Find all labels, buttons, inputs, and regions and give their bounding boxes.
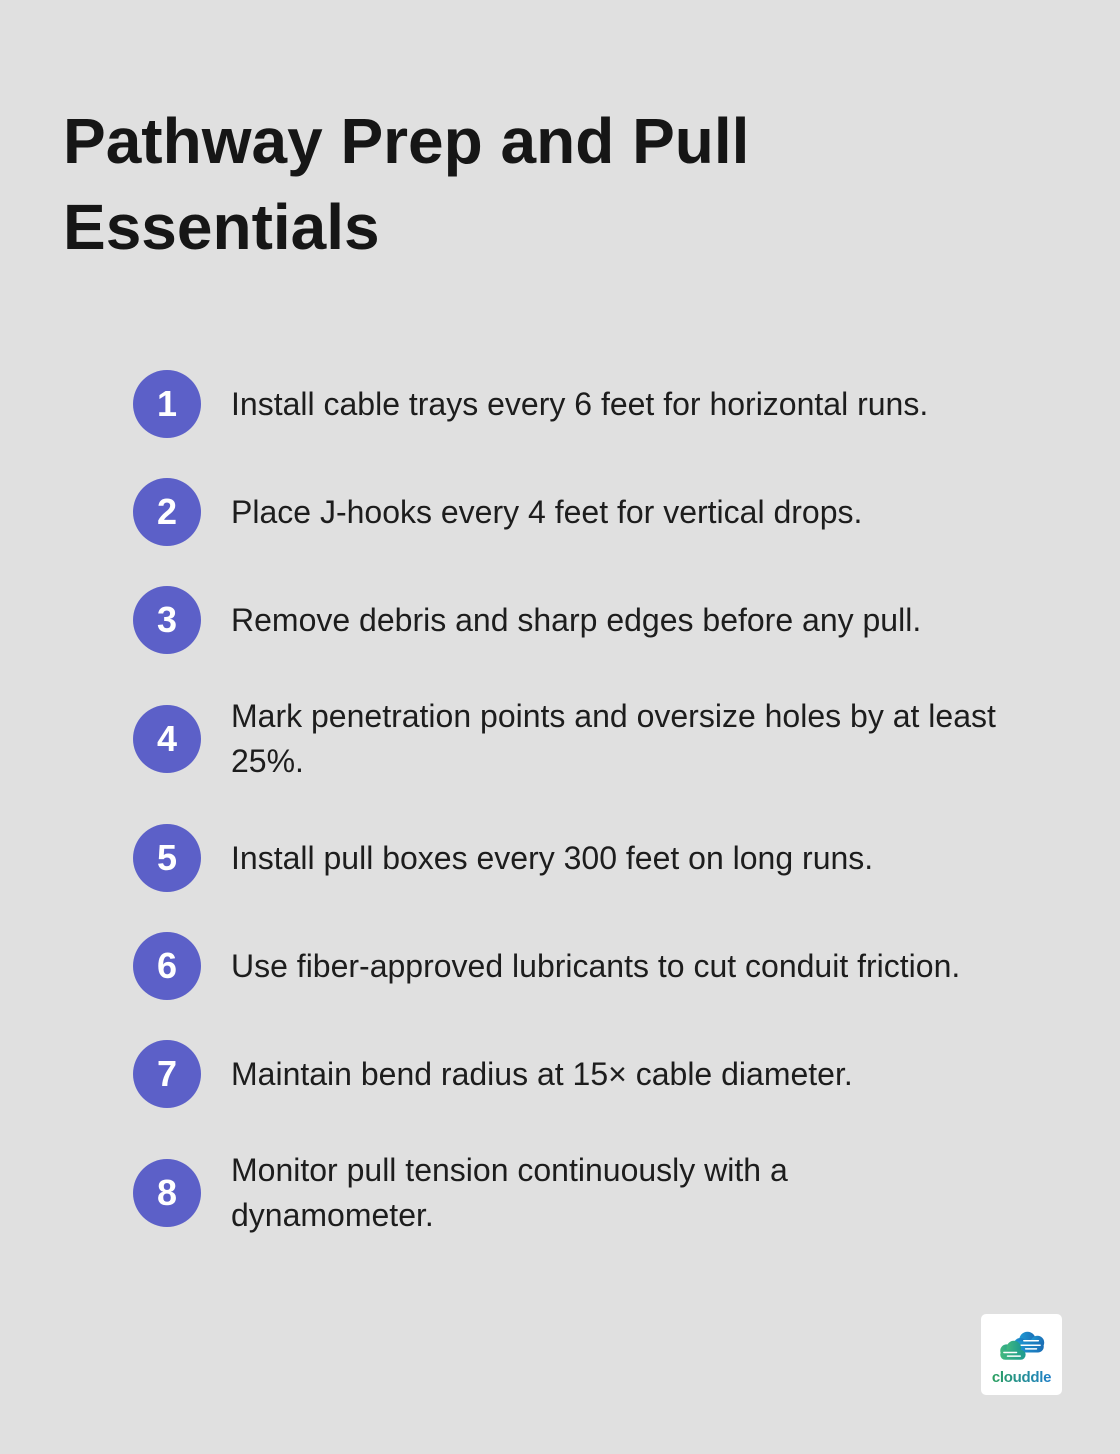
step-number: 5 — [156, 837, 178, 878]
list-item-text: Monitor pull tension continuously with a dynamometer. — [231, 1152, 788, 1233]
clouds-icon — [993, 1328, 1051, 1368]
list-item-text: Mark penetration points and oversize holes by at least 25%. — [231, 698, 996, 779]
step-number: 7 — [156, 1053, 178, 1094]
list-item — [133, 370, 998, 438]
step-number-badge — [133, 478, 201, 546]
list-item-text: Install pull boxes every 300 feet on long runs. — [231, 839, 874, 876]
step-number-badge — [133, 586, 201, 654]
list-item — [133, 586, 998, 654]
step-number-badge — [133, 824, 201, 892]
list-item — [133, 478, 998, 546]
step-number: 6 — [156, 945, 178, 986]
step-number: 3 — [156, 599, 178, 640]
step-number: 4 — [156, 718, 178, 759]
list-item-text: Remove debris and sharp edges before any pull. — [231, 601, 922, 638]
step-number: 1 — [156, 383, 178, 424]
list-item — [133, 932, 998, 1000]
step-number: 8 — [156, 1172, 178, 1213]
page-title: Pathway Prep and Pull Essentials — [63, 105, 750, 263]
list-item — [133, 1148, 998, 1238]
list-item-text: Use fiber-approved lubricants to cut conduit friction. — [231, 947, 961, 984]
list-item — [133, 824, 998, 892]
list-item — [133, 694, 998, 784]
step-number-badge — [133, 1159, 201, 1227]
step-number-badge — [133, 705, 201, 773]
logo-wordmark: clouddle — [991, 1368, 1052, 1386]
list-item-text: Install cable trays every 6 feet for horizontal runs. — [231, 385, 929, 422]
step-number: 2 — [156, 491, 178, 532]
list-item-text: Maintain bend radius at 15× cable diameter. — [231, 1055, 853, 1092]
step-number-badge — [133, 1040, 201, 1108]
list-item — [133, 1040, 998, 1108]
list-item-text: Place J-hooks every 4 feet for vertical drops. — [231, 493, 863, 530]
checklist — [133, 370, 998, 1238]
step-number-badge — [133, 370, 201, 438]
step-number-badge — [133, 932, 201, 1000]
clouddle-logo — [981, 1314, 1062, 1395]
